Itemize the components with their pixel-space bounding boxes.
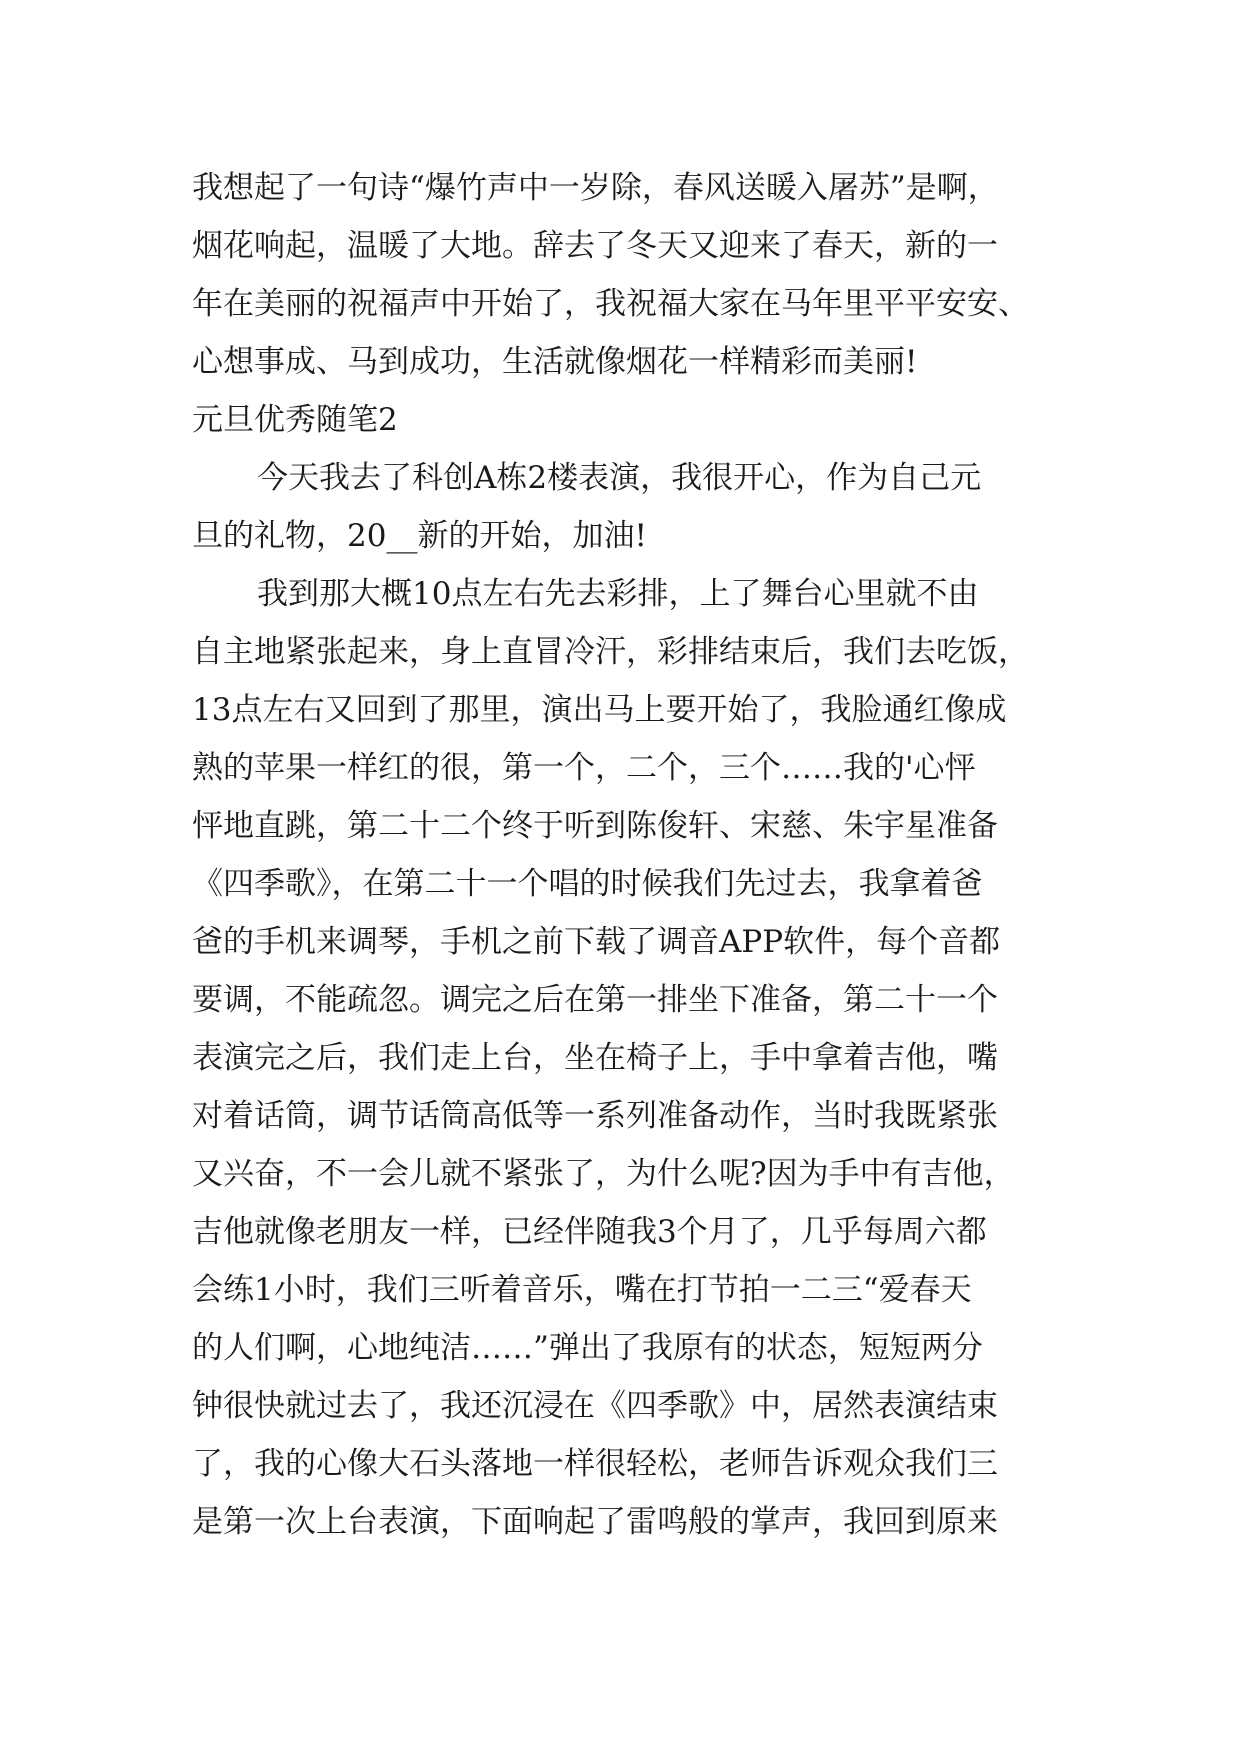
- text-line: 13点左右又回到了那里，演出马上要开始了，我脸通红像成: [192, 692, 1007, 728]
- text-line: 《四季歌》，在第二十一个唱的时候我们先过去，我拿着爸: [192, 866, 983, 902]
- text-line: 今天我去了科创A栋2楼表演，我很开心，作为自己元: [257, 460, 982, 496]
- text-line: 熟的苹果一样红的很，第一个，二个，三个……我的'心怦: [192, 750, 976, 786]
- text-line: 心想事成、马到成功，生活就像烟花一样精彩而美丽!: [192, 344, 918, 380]
- text-line: 我到那大概10点左右先去彩排，上了舞台心里就不由: [257, 576, 979, 612]
- text-line: 的人们啊，心地纯洁……”弹出了我原有的状态，短短两分: [192, 1330, 983, 1366]
- section-heading: 元旦优秀随笔2: [192, 402, 398, 438]
- text-line: 自主地紧张起来，身上直冒冷汗，彩排结束后，我们去吃饭，: [192, 634, 1029, 670]
- text-line: 又兴奋，不一会儿就不紧张了，为什么呢?因为手中有吉他，: [192, 1156, 1015, 1192]
- text-line: 吉他就像老朋友一样，已经伴随我3个月了，几乎每周六都: [192, 1214, 987, 1250]
- text-line: 会练1小时，我们三听着音乐，嘴在打节拍一二三“爱春天: [192, 1272, 972, 1308]
- text-line: 钟很快就过去了，我还沉浸在《四季歌》中，居然表演结束: [192, 1388, 998, 1424]
- text-line: 年在美丽的祝福声中开始了，我祝福大家在马年里平平安安、: [192, 286, 1029, 322]
- text-line: 怦地直跳，第二十二个终于听到陈俊轩、宋慈、朱宇星准备: [192, 808, 998, 844]
- text-line: 烟花响起，温暖了大地。辞去了冬天又迎来了春天，新的一: [192, 228, 998, 264]
- text-line: 了，我的心像大石头落地一样很轻松，老师告诉观众我们三: [192, 1446, 998, 1482]
- text-line: 对着话筒，调节话筒高低等一系列准备动作，当时我既紧张: [192, 1098, 998, 1134]
- text-line: 我想起了一句诗“爆竹声中一岁除，春风送暖入屠苏”是啊，: [192, 170, 999, 206]
- text-line: 要调，不能疏忽。调完之后在第一排坐下准备，第二十一个: [192, 982, 998, 1018]
- text-line: 爸的手机来调琴，手机之前下载了调音APP软件，每个音都: [192, 924, 1001, 960]
- text-line: 表演完之后，我们走上台，坐在椅子上，手中拿着吉他，嘴: [192, 1040, 998, 1076]
- text-line: 旦的礼物，20__新的开始，加油!: [192, 518, 647, 554]
- text-line: 是第一次上台表演，下面响起了雷鸣般的掌声，我回到原来: [192, 1504, 998, 1540]
